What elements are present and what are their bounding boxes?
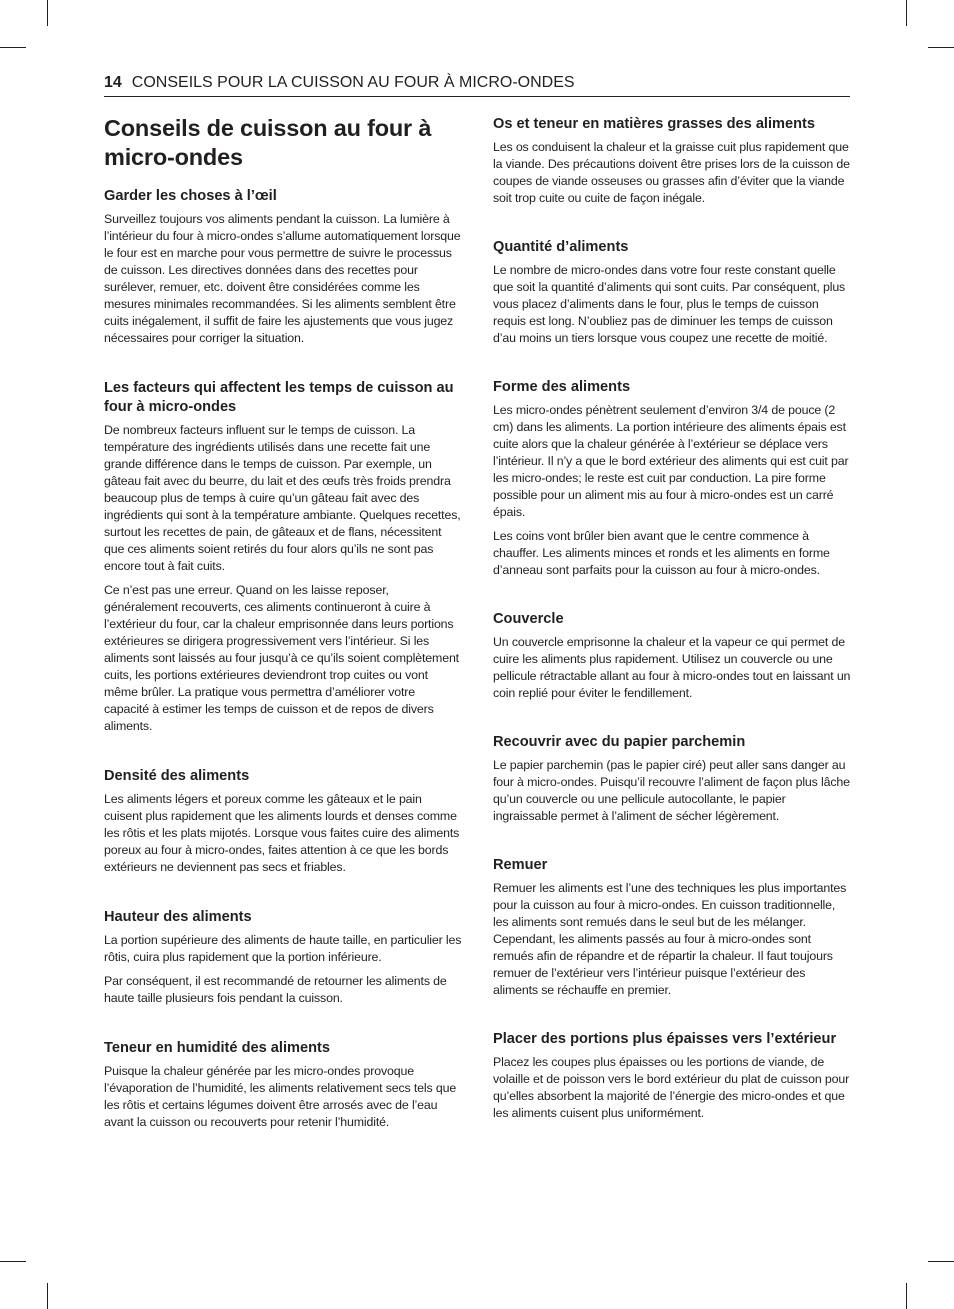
section-heading: Quantité d’aliments [493,239,629,255]
section-heading: Forme des aliments [493,379,631,395]
crop-mark [0,47,26,48]
section-heading: Densité des aliments [104,768,250,784]
section-facteurs [104,379,462,735]
section-couvercle [493,610,851,702]
section-paragraph: Remuer les aliments est l’une des techniques les plus importantes pour la cuisson au four à micro-ondes. En cuisson traditionnelle, les aliments sont remués dans le seul but de les mélanger. Cependant, les aliments passés au four à micro-ondes sont remués afin de répandre et de répartir la chaleur. Il faut toujours remuer de l’extérieur vers l’intérieur puisque l’extérieur des aliments se réchauffe en premier. [493,881,847,997]
section-paragraph: Le nombre de micro-ondes dans votre four reste constant quelle que soit la quantité d’aliments qui sont cuits. Par conséquent, plus vous placez d’aliments dans le four, plus le temps de cuisson requis est long. N’oubliez pas de diminuer les temps de cuisson d’au moins un tiers lorsque vous coupez une recette de moitié. [493,263,846,345]
crop-mark [928,1261,954,1262]
section-quantite [493,238,851,347]
section-os [493,115,851,207]
section-paragraph: Le papier parchemin (pas le papier ciré) peut aller sans danger au four à micro-ondes. Puisqu’il recouvre l’aliment de façon plus lâche qu’un couvercle ou une pellicule autocollante, le papier ingraissable permet à l’aliment de sécher légèrement. [493,758,850,823]
crop-mark [47,1283,48,1309]
section-portions [493,1030,851,1122]
section-paragraph: Un couvercle emprisonne la chaleur et la vapeur ce qui permet de cuire les aliments plus rapidement. Utilisez un couvercle ou une pellicule rétractable allant au four à micro-ondes tout en laissant un coin replié pour éviter le fendillement. [493,635,851,700]
section-heading: Placer des portions plus épaisses vers l’extérieur [493,1031,837,1047]
section-heading: Remuer [493,857,548,873]
crop-mark [47,0,48,26]
section-heading: Recouvrir avec du papier parchemin [493,734,746,750]
page-title [104,114,462,172]
crop-mark [906,1283,907,1309]
section-heading: Teneur en humidité des aliments [104,1040,330,1056]
page-number: 14 [104,74,122,91]
section-parchemin [493,733,851,825]
section-paragraph: Par conséquent, il est recommandé de retourner les aliments de haute taille plusieurs fois pendant la cuisson. [104,974,447,1005]
running-title: CONSEILS POUR LA CUISSON AU FOUR À MICRO-ONDES [131,74,575,91]
crop-mark [906,0,907,26]
section-densite [104,767,462,876]
section-paragraph: La portion supérieure des aliments de haute taille, en particulier les rôtis, cuira plus rapidement que la portion inférieure. [104,933,462,964]
section-forme [493,378,851,579]
section-hauteur [104,908,462,1007]
crop-mark [928,47,954,48]
section-paragraph: Surveillez toujours vos aliments pendant la cuisson. La lumière à l’intérieur du four à micro-ondes s’allume automatiquement lorsque le four est en marche pour vous permettre de suivre le processus de cuisson. Les directives données dans des recettes pour surélever, remuer, etc. doivent être considérées comme les mesures minimales recommandées. Si les aliments semblent être cuits inégalement, il suffit de faire les ajustements que vous jugez nécessaires pour corriger la situation. [104,212,461,345]
right-column [493,108,851,1153]
section-heading: Garder les choses à l’œil [104,188,277,204]
section-heading: Os et teneur en matières grasses des aliments [493,116,816,132]
page-title-line-1: Conseils de cuisson au four à [104,115,432,141]
section-paragraph: Ce n’est pas une erreur. Quand on les laisse reposer, généralement recouverts, ces aliments continueront à cuire à l’extérieur du four, car la chaleur emprisonnée dans leurs portions extérieures se dirigera progressivement vers l’intérieur. Si les aliments sont laissés au four jusqu’à ce qu’ils soient complètement cuits, les portions extérieures deviendront trop cuites ou vont même brûler. La pratique vous permettra d’améliorer votre capacité à estimer les temps de cuisson et de repos de divers aliments. [104,583,459,733]
section-paragraph: Les aliments légers et poreux comme les gâteaux et le pain cuisent plus rapidement que les aliments lourds et denses comme les rôtis et les plats mijotés. Lorsque vous faites cuire des aliments poreux au four à micro-ondes, faites attention à ce que les bords extérieurs ne deviennent pas secs et friables. [104,792,460,874]
running-header [104,72,850,97]
section-heading: Hauteur des aliments [104,909,252,925]
section-remuer [493,856,851,999]
crop-mark [0,1261,26,1262]
section-humidite [104,1039,462,1131]
section-paragraph: Les os conduisent la chaleur et la graisse cuit plus rapidement que la viande. Des précautions doivent être prises lors de la cuisson de coupes de viande osseuses ou grasses afin d’éviter que la viande soit trop cuite ou cuite de façon inégale. [493,140,850,205]
section-paragraph: De nombreux facteurs influent sur le temps de cuisson. La température des ingrédients utilisés dans une recette fait une grande différence dans le temps de cuisson. Par exemple, un gâteau fait avec du beurre, du lait et des œufs très froids prendra beaucoup plus de temps à cuire qu’un gâteau fait avec des ingrédients qui sont à la température ambiante. Quelques recettes, surtout les recettes de pain, de gâteaux et de flans, nécessitent que ces aliments soient retirés du four alors qu’ils ne sont pas encore tout à fait cuits. [104,423,461,573]
section-paragraph: Puisque la chaleur générée par les micro-ondes provoque l’évaporation de l’humidité, les aliments relativement secs tels que les rôtis et certains légumes doivent être arrosés avec de l’eau avant la cuisson ou recouverts pour retenir l’humidité. [104,1064,457,1129]
left-column [104,108,462,1163]
page-title-line-2: micro-ondes [104,144,243,170]
section-paragraph: Les coins vont brûler bien avant que le centre commence à chauffer. Les aliments minces et ronds et les aliments en forme d’anneau sont parfaits pour la cuisson au four à micro-ondes. [493,529,830,577]
section-paragraph: Placez les coupes plus épaisses ou les portions de viande, de volaille et de poisson vers le bord extérieur du plat de cuisson pour qu’elles absorbent la majorité de l’énergie des micro-ondes et que les aliments cuisent plus uniformément. [493,1055,850,1120]
section-garder [104,187,462,347]
section-heading: Couvercle [493,611,564,627]
section-paragraph: Les micro-ondes pénètrent seulement d’environ 3/4 de pouce (2 cm) dans les aliments. La portion intérieure des aliments épais est cuite alors que la chaleur générée à l’extérieur se déplace vers l’intérieur. Il n’y a que le bord extérieur des aliments qui est cuit par les micro-ondes; le reste est cuit par conduction. La pire forme possible pour un aliment mis au four à micro-ondes est un carré épais. [493,403,849,519]
section-heading: Les facteurs qui affectent les temps de cuisson au four à micro-ondes [104,380,454,415]
